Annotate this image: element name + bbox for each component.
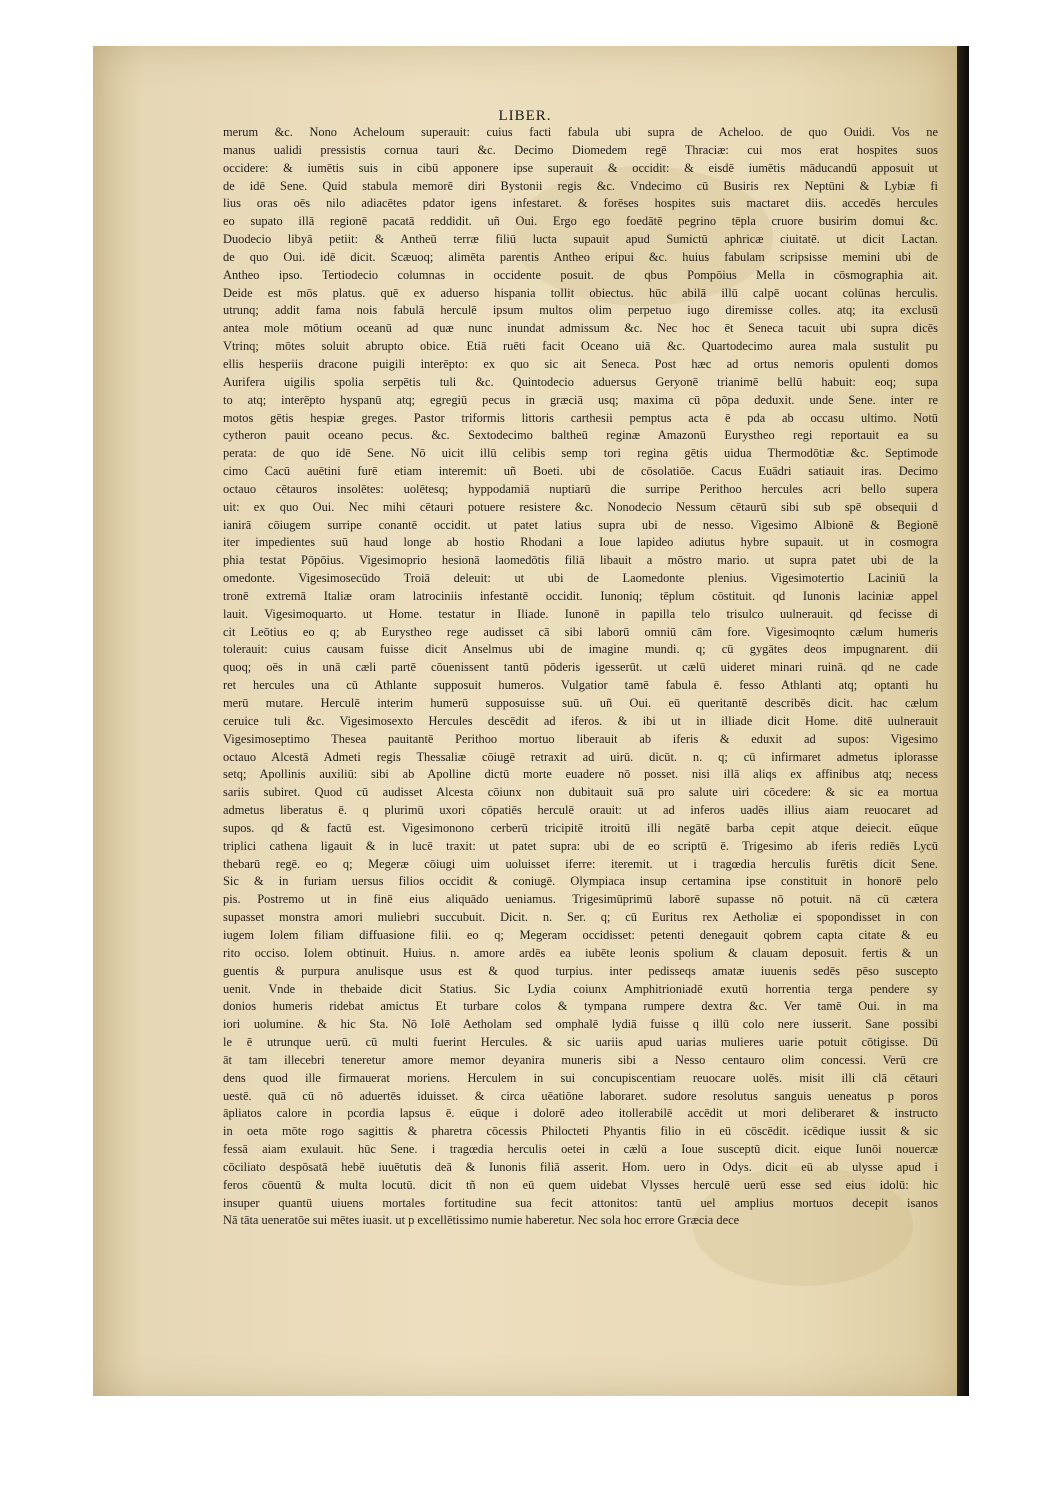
- text-line: perata: de quo idē Sene. Nō uicit illū celibis semp tori regina gētis uidua Thermodōtiæ &c. Septimode: [223, 446, 938, 461]
- text-line: Sic & in furiam uersus filios occidit & coniugē. Olympiaca insup certamina ipse constituit in honorē pelo: [223, 874, 938, 889]
- text-line: lauit. Vigesimoquarto. ut Home. testatur in Iliade. Iunonē in papilla telo trisulco uulnerauit. qd fecisse di: [223, 606, 938, 621]
- text-line: de idē Sene. Quid stabula memorē diri Bystonii regis &c. Vndecimo cū Busiris rex Neptūni & Lybiæ fi: [223, 178, 938, 193]
- text-line: Nā tāta ueneratōe sui mētes iuasit. ut p excellētissimo numie haberetur. Nec sola hoc errore Græcia dece: [223, 1213, 740, 1228]
- text-line: iter impedientes suū haud longe ab hostio Rhodani a Ioue lapideo adiutus hybre supauit. ut in cosmogra: [223, 535, 938, 550]
- text-line: Vtrinq; mōtes soluit abrupto obice. Etiā ruēti facit Oceano uiā &c. Quartodecimo aurea mala sustulit pu: [223, 339, 938, 354]
- text-line: merū mutare. Herculē interim humerū supposuisse suū. uñ Oui. eū queritantē describēs dicit. hac cælum: [223, 696, 938, 710]
- text-line: tronē extremā Italiæ oram latrociniis infestantē occidit. Iunoniq; tēplum cōstituit. qd Iunonis laciniæ appel: [223, 588, 938, 603]
- text-line: āt tam illecebri teneretur amore memor deyanira muneris sibi a Nesso centauro olim concessi. Verū cre: [223, 1052, 938, 1067]
- text-line: ceruice tuli &c. Vigesimosexto Hercules descēdit ad iferos. & ibi ut in illiade dicit Home. ditē uulnerauit: [223, 713, 938, 728]
- text-line: feros cōuentū & multa locutū. dicit tñ non eū quem uidebat Vlysses herculē uerū esse sed eius idolū: hic: [223, 1177, 938, 1192]
- text-line: de quo Oui. idē dicit. Scæuoq; alimēta parentis Antheo eripui &c. huius fabulam scripsisse memini ubi de: [223, 249, 938, 264]
- text-line: antea mole mōtium oceanū ad quæ nunc inundat admissum &c. Nec hoc ēt Seneca tacuit ubi supra dicēs: [223, 321, 938, 336]
- text-line: pis. Postremo ut in finē eius aliquādo ueniamus. Trigesimūprimū laborē supasse nō potuit. nā cū cætera: [223, 892, 938, 907]
- text-line: octauo Alcestā Admeti regis Thessaliæ cōiugē retraxit ad uirū. dicūt. n. q; cū infirmaret admetus iplorasse: [223, 749, 938, 764]
- text-line: to atq; interēpto hyspanū atq; egregiū pecus in græciā usq; maxima cū pōpa deduxit. unde Sene. inter re: [223, 392, 938, 407]
- text-line: tolerauit: cuius causam fuisse dicit Anselmus ubi de imagine mundi. q; cū gygātes deos impugnarent. dii: [223, 642, 938, 657]
- text-line: Deide est mōs platus. quē ex aduerso hispania tollit obiectus. hūc abilā illū calpē uocant colūnas herculis.: [223, 285, 938, 300]
- text-line: iugem Iolem filiam diffuasione filii. eo q; Megeram occidisset: petenti denegauit qobrem capta citate & eu: [223, 927, 938, 942]
- text-line: sariis subiret. Quod cū audisset Alcesta cōiunx non dubitauit suā pro salute uiri cōcedere: & sic ea mortua: [223, 785, 938, 800]
- text-line: quoq; oēs in unā cæli partē cōuenissent tantū pōderis igesserūt. ut cælū uideret minari ruinā. qd ne cade: [223, 660, 938, 675]
- text-line: uestē. quā cū nō aduertēs iduisset. & circa uēatiōne laboraret. sudore resolutus sanguis ueneatus p poros: [223, 1088, 938, 1103]
- text-line: fessā aiam exulauit. hūc Sene. i tragœdia herculis oetei in cælū a Ioue susceptū dicit. eique Iunōi nouercæ: [223, 1142, 938, 1157]
- text-line: supasset monstra amori muliebri succubuit. Dicit. n. Ser. q; cū Euritus rex Aetholiæ ei spopondisset in con: [223, 910, 938, 925]
- parchment-page: [93, 46, 957, 1396]
- binding-edge: [957, 46, 969, 1396]
- text-line: cit Leōtius eo q; ab Eurystheo rege audisset cā sibi laborū omniū cām fore. Vigesimoqnto cælum humeris: [223, 624, 938, 639]
- text-line: ret hercules una cū Athlante supposuit humeros. Vulgatior tamē fabula ē. fesso Athlanti atq; optanti hu: [223, 678, 938, 693]
- text-line: guentis & purpura anulisque usus est & quod turpius. inter pedisseqs amatæ iuuenis sedēs pēso suscepto: [223, 963, 938, 978]
- text-line: ellis hesperiis dracone puigili interēpto: ex quo sic ait Seneca. Post hæc ad ortus nemoris opulenti domos: [223, 356, 938, 371]
- text-block: [223, 124, 938, 1230]
- text-line: le ē utrunque uerū. cū multi fuerint Hercules. & sic uariis apud uarias mulieres uarie potuit cōtigisse. Dū: [223, 1035, 938, 1050]
- text-line: Aurifera uigilis spolia serpētis tuli &c. Quintodecio aduersus Geryonē trianimē bellū habuit: eoq; supa: [223, 374, 938, 389]
- text-line: manus ualidi pressistis cornua tauri &c. Decimo Diomedem regē Thraciæ: cui mos erat hospites suos: [223, 142, 938, 157]
- text-line: triplici cathena ligauit & in lucē traxit: ut patet supra: ubi de eo scriptū ē. Trigesimo ab iferis rediēs Lycū: [223, 838, 938, 853]
- text-line: omedonte. Vigesimosecūdo Troiā deleuit: ut ubi de Laomedonte plenius. Vigesimotertio Laciniū la: [223, 571, 938, 586]
- running-head: LIBER.: [498, 108, 552, 124]
- text-line: uenit. Vnde in thebaide dicit Statius. Sic Lydia coiunx Amphitrioniadē exutū horrentia terga pendere sy: [223, 981, 938, 996]
- scanned-leaf: [93, 46, 969, 1396]
- text-line: dens quod ille firmauerat moriens. Herculem in sui concupiscentiam reuocare uolēs. misit illi clā cētauri: [223, 1070, 938, 1085]
- text-line: motos gētis hespiæ greges. Pastor triformis littoris carthesii pemptus acta ē pda ab occasu ultimo. Notū: [223, 410, 938, 425]
- text-line: rito occiso. Iolem obtinuit. Huius. n. amore ardēs ea iubēte leonis spolium & clauam deposuit. fertis & un: [223, 945, 938, 960]
- text-line: phia testat Pōpōius. Vigesimoprio hesionā laomedōtis filiā libauit a mōstro mario. ut supra patet ubi de la: [223, 553, 938, 568]
- text-line: cōciliato despōsatā hebē iuuētutis deā & Iunonis filiā asserit. Hom. uero in Odys. dicit eū ab ulysse apud i: [223, 1159, 938, 1174]
- text-line: āpliatos calore in pcordia lapsus ē. eūque i dolorē adeo itollerabilē accēdit ut mori deliberaret & instructo: [223, 1106, 938, 1121]
- text-line: merum &c. Nono Acheloum superauit: cuius facti fabula ubi supra de Acheloo. de quo Ouidi. Vos ne: [223, 125, 938, 139]
- text-line: cimo Cacū auētini furē etiam interemit: uñ Boeti. ubi de cōsolatiōe. Cacus Euādri satiauit iras. Decimo: [223, 464, 938, 479]
- text-line: Vigesimoseptimo Thesea pauitantē Perithoo mortuo liberauit ab iferis & eduxit ad supos: Vigesimo: [223, 731, 938, 746]
- text-line: thebarū regē. eo q; Megeræ cōiugi uim uoluisset iferre: iteremit. ut i tragœdia herculis furētis dicit Sene.: [223, 856, 938, 871]
- text-line: admetus liberatus ē. q plurimū uxori cōpatiēs herculē orauit: ut ad inferos uadēs illius aiam reuocaret ad: [223, 803, 938, 818]
- text-line: eo supato illā regionē pacatā reddidit. uñ Oui. Ergo ego foedātē pegrino tēpla cruore busirim domui &c.: [223, 214, 938, 229]
- text-line: ianirā cōiugem surripe conantē occidit. ut patet latius supra ubi de nesso. Vigesimo Albionē & Begionē: [223, 517, 938, 532]
- text-line: in oeta mōte rogo sagittis & pharetra cōcessis Philocteti Phyantis filio in eū cōscēdit. icēdique iussit & sic: [223, 1124, 938, 1139]
- text-line: uit: ex quo Oui. Nec mihi cētauri potuere resistere &c. Nonodecio Nessum cētaurū sibi sub spē obsequii d: [223, 499, 938, 514]
- text-line: supos. qd & factū est. Vigesimonono cerberū tricipitē itroitū illi negātē barba cepit atque deiecit. eūque: [223, 820, 938, 835]
- text-line: Duodecio libyā petiit: & Antheū terræ filiū lucta supauit apud Sumictū aphricæ ciuitatē. ut dicit Lactan.: [223, 232, 938, 247]
- text-line: cytheron pauit oceano pecus. &c. Sextodecimo baltheū reginæ Amazonū Eurystheo regi reportauit ea su: [223, 428, 938, 443]
- text-line: Antheo ipso. Tertiodecio columnas in occidente posuit. de qbus Pompōius Mella in cōsmographia ait.: [223, 267, 938, 282]
- text-line: iori uolumine. & hic Sta. Nō Iolē Aetholam sed omphalē lydiā fuisse q illū colo nere iusserit. Sane possibi: [223, 1017, 938, 1032]
- text-line: donios humeris ridebat amictus Et turbare colos & tympana rumpere dextra &c. Ver tamē Oui. in ma: [223, 999, 938, 1014]
- text-line: lius oras oēs nilo adiacētes pdator igens infestaret. & forēses hospites suis mactaret diis. accedēs hercules: [223, 196, 938, 211]
- text-line: insuper quantū uiuens mortales fortitudine sua fecit attonitos: tantū uel amplius mortuos decepit isanos: [223, 1195, 938, 1210]
- text-line: occidere: & iumētis suis in cibū apponere ipse superauit & occidit: & eisdē iumētis māducandū apposuit ut: [223, 160, 938, 175]
- text-line: setq; Apollinis auxiliū: sibi ab Apolline dictū morte euadere nō posset. nisi illā aliqs ex affinibus atq; necess: [223, 767, 938, 782]
- text-line: utrunq; addit fama nois fabulā herculē ipsum multos olim perpetuo iugo diremisse colles. atq; ita exclusū: [223, 303, 938, 318]
- text-line: octauo cētauros insolētes: uolētesq; hyppodamiā nuptiarū die surripe Perithoo hercules acri bello supera: [223, 481, 938, 496]
